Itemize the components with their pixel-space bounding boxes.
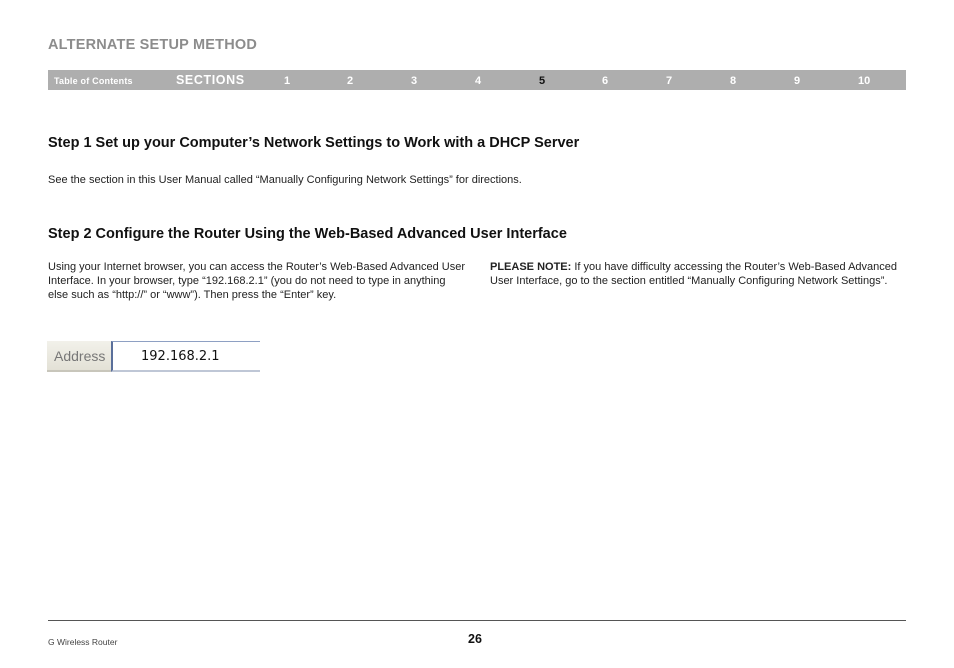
section-link-9[interactable]: 9 (794, 75, 801, 87)
address-label: Address (54, 348, 106, 364)
section-nav-bar (48, 70, 906, 90)
page-number: 26 (468, 632, 482, 646)
footer-product-name: G Wireless Router (48, 637, 118, 647)
footer-divider (48, 620, 906, 621)
note-text: If you have difficulty accessing the Router’s Web-Based Advanced User Interface, go to the section entitled “Manually Configuring Network Settings”. (490, 261, 898, 287)
note-label: PLEASE NOTE: (490, 261, 572, 273)
section-link-1[interactable]: 1 (284, 75, 291, 87)
step2-instructions: Using your Internet browser, you can access the Router’s Web-Based Advanced User Interface. In your browser, type “192.168.2.1” (you do not need to type in anything else such as “http://” or “www”). Then press the “Enter” key. (48, 261, 465, 301)
address-value: 192.168.2.1 (141, 349, 220, 364)
address-field (111, 341, 260, 372)
section-link-4[interactable]: 4 (475, 75, 482, 87)
section-heading: ALTERNATE SETUP METHOD (48, 37, 258, 53)
address-label-box (47, 341, 111, 372)
section-link-2[interactable]: 2 (347, 75, 354, 87)
browser-address-bar-illustration (47, 341, 260, 372)
section-link-8[interactable]: 8 (730, 75, 737, 87)
step1-text: See the section in this User Manual called “Manually Configuring Network Settings” for directions. (48, 174, 522, 186)
step2-title: Step 2 Configure the Router Using the Web-Based Advanced User Interface (48, 226, 567, 242)
table-of-contents-link[interactable]: Table of Contents (54, 76, 133, 86)
step2-note (490, 260, 910, 288)
section-link-5-active[interactable]: 5 (539, 75, 546, 87)
section-link-6[interactable]: 6 (602, 75, 609, 87)
section-link-3[interactable]: 3 (411, 75, 418, 87)
step1-title: Step 1 Set up your Computer’s Network Settings to Work with a DHCP Server (48, 135, 580, 151)
sections-label: SECTIONS (176, 73, 245, 87)
section-link-10[interactable]: 10 (858, 75, 871, 87)
section-link-7[interactable]: 7 (666, 75, 673, 87)
